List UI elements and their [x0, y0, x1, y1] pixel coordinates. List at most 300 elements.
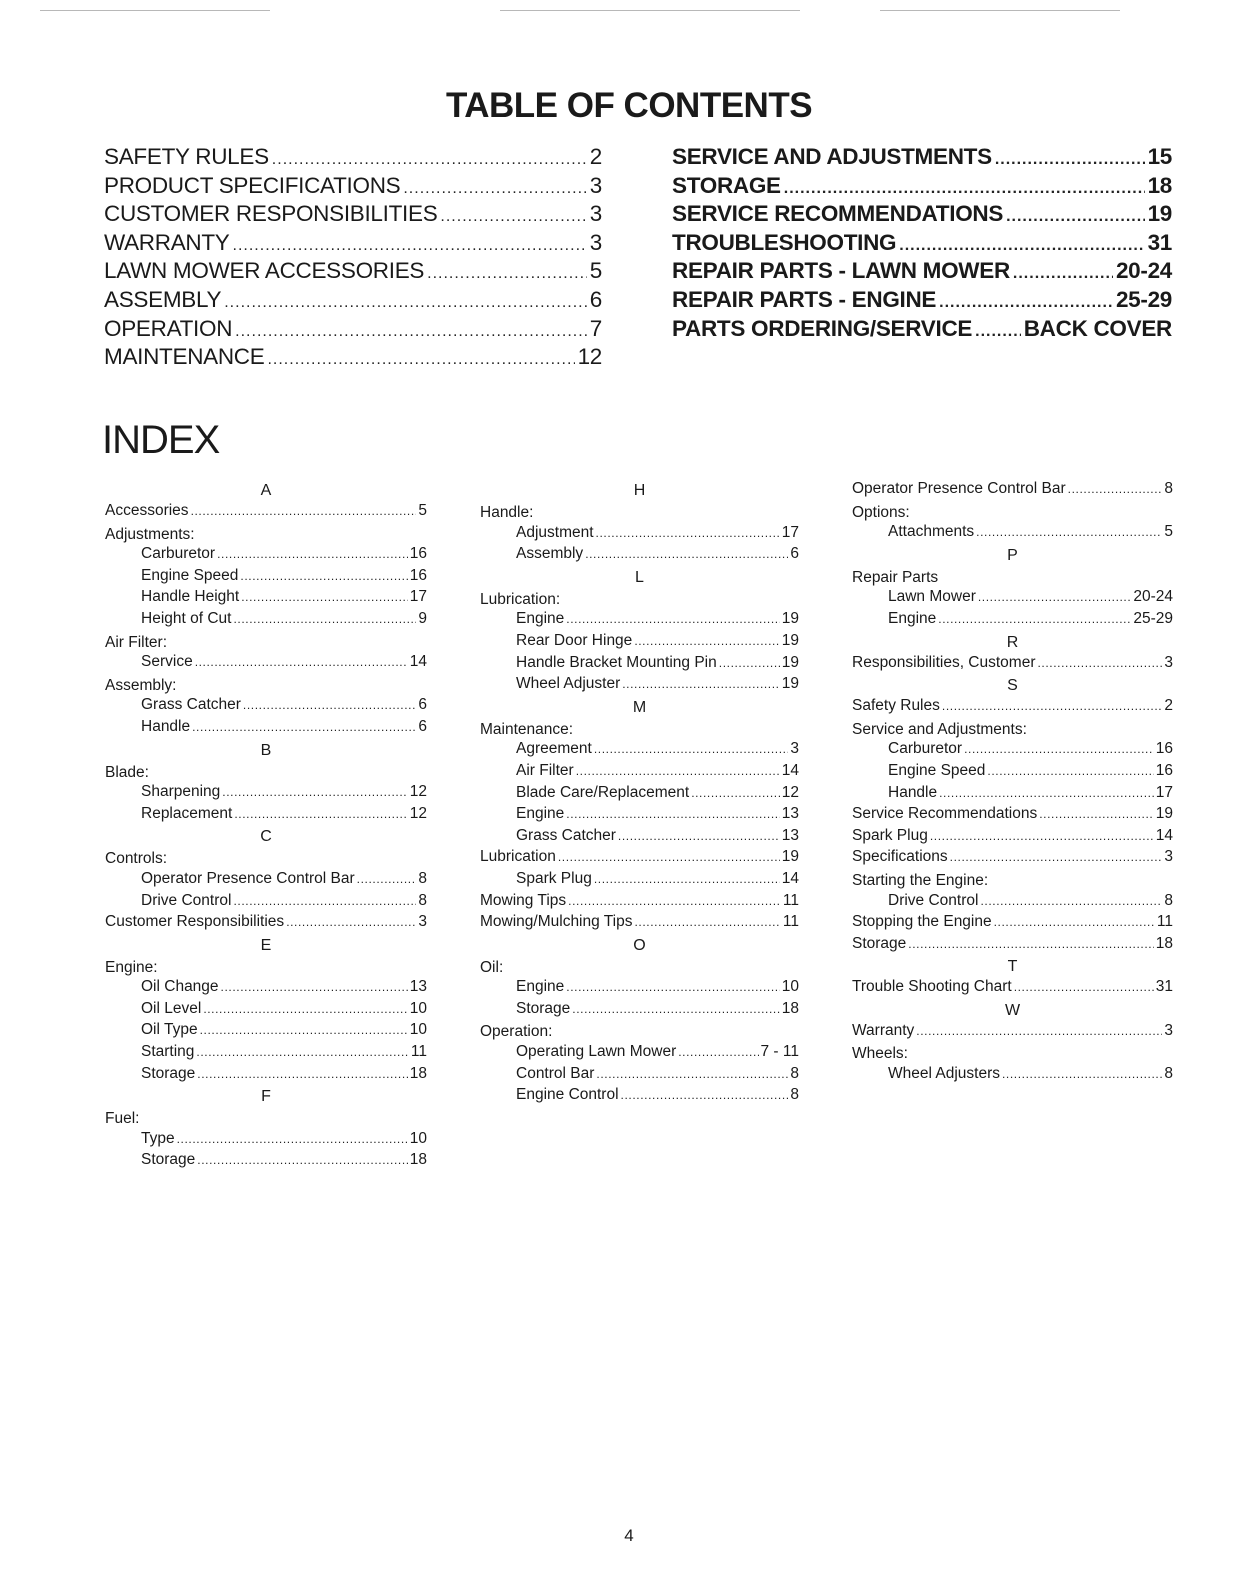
index-entry-label: Lawn Mower: [888, 588, 976, 606]
index-letter-heading: M: [632, 698, 647, 716]
index-group-heading: Oil:: [480, 958, 504, 976]
leader-dots: [930, 829, 1154, 843]
toc-entry-page: 3: [589, 229, 602, 255]
toc-entry-page: 12: [577, 344, 602, 370]
leader-dots: [357, 872, 417, 886]
index-entry-page: 8: [418, 869, 427, 887]
index-letter-heading: B: [260, 741, 272, 759]
index-entry-label: Engine: [516, 610, 565, 628]
index-entry-page: 19: [781, 631, 799, 649]
index-entry-page: 31: [1155, 978, 1173, 996]
leader-dots: [222, 785, 407, 799]
leader-dots: [234, 807, 407, 821]
index-entry-page: 16: [409, 566, 427, 584]
index-entry-page: 14: [409, 653, 427, 671]
index-entry-label: Rear Door Hinge: [516, 631, 633, 649]
index-entry: [852, 610, 1173, 632]
index-group-heading: Adjustments:: [105, 525, 195, 543]
index-entry: [480, 848, 799, 870]
toc-entry: [672, 316, 1172, 345]
toc-entry-page: 18: [1147, 172, 1172, 198]
index-entry-label: Carburetor: [888, 740, 963, 758]
index-entry: [852, 762, 1173, 784]
index-entry: [852, 805, 1173, 827]
toc-entry: [104, 258, 602, 287]
toc-entry-label: SAFETY RULES: [104, 144, 269, 169]
index-entry-label: Agreement: [516, 740, 592, 758]
index-entry: [105, 892, 427, 914]
index-entry-page: 17: [781, 523, 799, 541]
leader-dots: [994, 915, 1155, 929]
scan-artifact: [500, 10, 800, 11]
toc-entry-page: BACK COVER: [1023, 315, 1172, 341]
index-entry: [105, 805, 427, 827]
index-entry-page: 18: [409, 1064, 427, 1082]
index-entry-label: Engine: [516, 978, 565, 996]
index-entry-page: 8: [1164, 480, 1173, 497]
leader-dots: [939, 294, 1113, 312]
index-entry-page: 8: [1164, 1065, 1173, 1083]
leader-dots: [908, 937, 1153, 951]
leader-dots: [233, 237, 587, 255]
index-entry: [852, 480, 1173, 502]
index-entry: [105, 696, 427, 718]
index-entry-label: Spark Plug: [516, 869, 592, 887]
index-entry: [852, 913, 1173, 935]
index-entry-label: Handle: [141, 717, 191, 735]
index-entry: [480, 762, 799, 784]
index-entry: [852, 935, 1173, 957]
leader-dots: [197, 1153, 407, 1167]
index-entry-page: 9: [418, 609, 427, 627]
toc-left-column: [104, 144, 602, 373]
index-entry-page: 12: [781, 783, 799, 801]
toc-entry: [104, 144, 602, 173]
index-entry-page: 8: [418, 891, 427, 909]
toc-entry: [104, 230, 602, 259]
leader-dots: [572, 1002, 779, 1016]
leader-dots: [427, 265, 587, 283]
leader-dots: [1068, 482, 1163, 496]
toc-entry-page: 15: [1147, 144, 1172, 169]
leader-dots: [585, 547, 788, 561]
leader-dots: [784, 180, 1145, 198]
index-entry: [480, 827, 799, 849]
index-entry: [105, 783, 427, 805]
index-entry-label: Accessories: [105, 502, 189, 519]
index-entry-page: 19: [1155, 805, 1173, 823]
index-entry: [480, 740, 799, 762]
index-letter-heading: C: [260, 828, 272, 846]
index-entry-page: 3: [418, 913, 427, 931]
index-entry-label: Storage: [141, 1064, 196, 1082]
index-entry-label: Grass Catcher: [516, 826, 616, 844]
index-column-1: [105, 480, 427, 1173]
toc-entry-label: REPAIR PARTS - LAWN MOWER: [672, 258, 1010, 284]
leader-dots: [558, 850, 780, 864]
leader-dots: [196, 1045, 408, 1059]
index-entry-page: 11: [782, 913, 799, 931]
index-entry-page: 14: [781, 869, 799, 887]
index-entry: [480, 805, 799, 827]
index-entry: [480, 784, 799, 806]
leader-dots: [203, 1002, 407, 1016]
index-entry-label: Warranty: [852, 1021, 915, 1039]
toc-entry: [104, 201, 602, 230]
index-group-heading: Assembly:: [105, 676, 177, 694]
index-entry: [852, 1065, 1173, 1087]
index-entry-label: Service: [141, 653, 193, 671]
index-group-heading: Options:: [852, 503, 910, 521]
leader-dots: [243, 698, 416, 712]
leader-dots: [192, 720, 416, 734]
index-entry: [105, 653, 427, 675]
index-entry-label: Spark Plug: [852, 826, 928, 844]
index-entry-label: Stopping the Engine: [852, 913, 992, 931]
toc-entry-page: 20-24: [1115, 258, 1172, 284]
index-entry: [480, 654, 799, 676]
index-entry-page: 16: [409, 545, 427, 563]
toc-entry-page: 7: [589, 315, 602, 341]
index-letter-heading: O: [633, 936, 646, 954]
index-column-3: [852, 480, 1173, 1087]
index-entry: [480, 545, 799, 567]
index-entry: [852, 848, 1173, 870]
index-entry-page: 18: [409, 1151, 427, 1169]
index-letter-heading: S: [1007, 677, 1018, 695]
index-entry-label: Engine Control: [516, 1086, 619, 1104]
index-entry-page: 2: [1164, 697, 1173, 715]
index-letter-heading: F: [261, 1088, 271, 1106]
index-entry: [852, 784, 1173, 806]
index-entry-label: Responsibilities, Customer: [852, 653, 1036, 671]
toc-entry: [672, 230, 1172, 259]
index-entry-page: 7 - 11: [760, 1043, 799, 1061]
index-entry-label: Grass Catcher: [141, 696, 241, 714]
index-group-heading: Maintenance:: [480, 720, 574, 738]
index-entry-label: Safety Rules: [852, 697, 940, 715]
index-entry-label: Service Recommendations: [852, 805, 1038, 823]
index-entry-page: 17: [1155, 783, 1173, 801]
index-entry: [852, 1022, 1173, 1044]
index-entry: [105, 913, 427, 935]
index-entry: [480, 1086, 799, 1108]
index-entry-label: Handle Height: [141, 588, 240, 606]
index-entry-page: 20-24: [1133, 588, 1173, 606]
toc-entry-label: MAINTENANCE: [104, 344, 265, 370]
index-entry: [480, 675, 799, 697]
index-entry: [105, 1065, 427, 1087]
index-entry: [105, 588, 427, 610]
index-entry: [480, 1043, 799, 1065]
index-entry-page: 8: [790, 1086, 799, 1104]
index-entry-label: Handle: [888, 783, 938, 801]
leader-dots: [719, 656, 780, 670]
page-number: 4: [624, 1526, 634, 1545]
index-group-heading: Air Filter:: [105, 633, 167, 651]
index-entry-label: Drive Control: [141, 891, 232, 909]
index-entry-page: 18: [781, 999, 799, 1017]
index-entry-label: Mowing Tips: [480, 891, 567, 909]
index-entry-page: 8: [790, 1064, 799, 1082]
toc-entry-label: TROUBLESHOOTING: [672, 229, 897, 255]
index-entry-label: Sharpening: [141, 783, 221, 801]
toc-entry-page: 2: [589, 144, 602, 169]
index-entry-label: Wheel Adjusters: [888, 1065, 1000, 1083]
leader-dots: [241, 590, 408, 604]
index-entry-label: Air Filter: [516, 761, 574, 779]
leader-dots: [1038, 656, 1163, 670]
leader-dots: [566, 612, 779, 626]
index-entry-label: Carburetor: [141, 545, 216, 563]
index-column-2: [480, 480, 799, 1108]
index-entry-page: 5: [1164, 523, 1173, 541]
index-entry: [480, 632, 799, 654]
index-entry-label: Operator Presence Control Bar: [852, 480, 1066, 497]
index-letter-heading: L: [635, 568, 644, 586]
index-entry: [105, 978, 427, 1000]
index-entry-label: Engine: [888, 609, 937, 627]
index-entry-page: 12: [409, 783, 427, 801]
index-entry-page: 10: [781, 978, 799, 996]
leader-dots: [691, 786, 780, 800]
leader-dots: [267, 351, 574, 369]
leader-dots: [596, 1067, 788, 1081]
toc-entry: [104, 316, 602, 345]
index-entry-page: 16: [1155, 761, 1173, 779]
index-entry-page: 16: [1155, 740, 1173, 758]
index-entry-page: 25-29: [1133, 609, 1173, 627]
index-entry: [852, 892, 1173, 914]
toc-entry-label: PARTS ORDERING/SERVICE: [672, 315, 973, 341]
toc-right-column: [672, 144, 1172, 344]
leader-dots: [217, 547, 408, 561]
index-entry-label: Specifications: [852, 848, 948, 866]
leader-dots: [197, 1067, 407, 1081]
index-entry-page: 19: [781, 848, 799, 866]
toc-entry: [672, 287, 1172, 316]
index-entry-label: Drive Control: [888, 891, 979, 909]
leader-dots: [1013, 265, 1113, 283]
index-entry-label: Adjustment: [516, 523, 594, 541]
index-entry-page: 13: [781, 805, 799, 823]
index-entry: [852, 827, 1173, 849]
scan-artifact: [40, 10, 270, 11]
leader-dots: [621, 1088, 789, 1102]
index-letter-heading: E: [260, 936, 272, 954]
index-entry-label: Height of Cut: [141, 609, 232, 627]
index-entry: [852, 697, 1173, 719]
leader-dots: [1006, 208, 1145, 226]
index-entry-page: 19: [781, 610, 799, 628]
toc-entry-page: 19: [1147, 201, 1172, 227]
leader-dots: [942, 699, 1162, 713]
index-group-heading: Fuel:: [105, 1110, 140, 1128]
index-entry-page: 3: [790, 740, 799, 758]
toc-entry-label: SERVICE AND ADJUSTMENTS: [672, 144, 992, 169]
leader-dots: [978, 590, 1131, 604]
index-entry-label: Oil Level: [141, 999, 202, 1017]
index-entry: [105, 1021, 427, 1043]
index-entry: [105, 610, 427, 632]
index-entry-label: Engine Speed: [141, 566, 239, 584]
index-entry: [105, 870, 427, 892]
leader-dots: [1039, 807, 1154, 821]
index-entry-page: 19: [781, 653, 799, 671]
index-entry-label: Engine: [516, 805, 565, 823]
leader-dots: [678, 1045, 758, 1059]
index-entry-page: 18: [1155, 934, 1173, 952]
leader-dots: [987, 764, 1153, 778]
toc-entry-label: REPAIR PARTS - ENGINE: [672, 286, 937, 312]
index-entry-page: 14: [1155, 826, 1173, 844]
index-group-heading: Service and Adjustments:: [852, 720, 1027, 738]
index-group-heading: Repair Parts: [852, 568, 939, 586]
index-entry-label: Oil Change: [141, 978, 219, 996]
index-entry-label: Operator Presence Control Bar: [141, 869, 355, 887]
index-entry: [852, 740, 1173, 762]
index-entry: [480, 1000, 799, 1022]
index-entry: [852, 654, 1173, 676]
leader-dots: [191, 504, 417, 518]
index-letter-heading: R: [1006, 633, 1019, 651]
index-entry: [480, 870, 799, 892]
leader-dots: [596, 526, 780, 540]
index-entry: [852, 523, 1173, 545]
index-entry-label: Operating Lawn Mower: [516, 1043, 677, 1061]
leader-dots: [224, 294, 587, 312]
leader-dots: [938, 612, 1131, 626]
toc-entry: [672, 201, 1172, 230]
scan-artifact: [880, 10, 1120, 11]
leader-dots: [594, 742, 789, 756]
index-entry-page: 3: [1164, 848, 1173, 866]
index-letter-heading: P: [1007, 546, 1018, 564]
index-entry-label: Storage: [141, 1151, 196, 1169]
index-entry-label: Blade Care/Replacement: [516, 783, 690, 801]
leader-dots: [916, 1024, 1162, 1038]
index-entry: [105, 1151, 427, 1173]
index-entry-page: 13: [781, 826, 799, 844]
index-entry-label: Oil Type: [141, 1021, 198, 1039]
index-entry-page: 10: [409, 1021, 427, 1039]
index-entry: [105, 502, 427, 524]
toc-entry-page: 3: [589, 201, 602, 227]
index-entry-page: 17: [409, 588, 427, 606]
leader-dots: [622, 677, 780, 691]
index-entry-label: Trouble Shooting Chart: [852, 978, 1012, 996]
leader-dots: [177, 1132, 408, 1146]
index-entry-label: Type: [141, 1129, 175, 1147]
index-entry-page: 6: [418, 696, 427, 714]
index-entry-page: 13: [409, 978, 427, 996]
leader-dots: [566, 980, 779, 994]
leader-dots: [235, 323, 587, 341]
toc-entry-label: PRODUCT SPECIFICATIONS: [104, 172, 401, 198]
index-group-heading: Controls:: [105, 850, 168, 868]
index-entry: [105, 718, 427, 740]
toc-entry-page: 3: [589, 172, 602, 198]
index-entry-page: 12: [409, 804, 427, 822]
leader-dots: [272, 151, 587, 169]
index-entry: [480, 892, 799, 914]
index-entry-page: 10: [409, 1129, 427, 1147]
index-entry-label: Handle Bracket Mounting Pin: [516, 653, 717, 671]
index-entry-page: 11: [410, 1043, 427, 1061]
index-entry-label: Mowing/Mulching Tips: [480, 913, 633, 931]
index-entry-page: 11: [782, 891, 799, 909]
index-entry-page: 6: [790, 545, 799, 563]
toc-title: TABLE OF CONTENTS: [445, 86, 813, 125]
toc-entry-label: WARRANTY: [104, 229, 230, 255]
index-entry-label: Control Bar: [516, 1064, 595, 1082]
leader-dots: [995, 151, 1145, 169]
index-entry: [852, 588, 1173, 610]
index-entry: [480, 913, 799, 935]
leader-dots: [240, 569, 407, 583]
index-entry-label: Lubrication: [480, 848, 556, 866]
index-entry-label: Storage: [852, 934, 907, 952]
leader-dots: [976, 525, 1162, 539]
leader-dots: [566, 807, 779, 821]
index-entry-page: 5: [418, 502, 427, 519]
toc-entry-page: 25-29: [1115, 286, 1172, 312]
toc-entry-page: 6: [589, 286, 602, 312]
index-entry-page: 8: [1164, 891, 1173, 909]
index-entry: [480, 1065, 799, 1087]
toc-entry-label: ASSEMBLY: [104, 286, 222, 312]
toc-entry-page: 31: [1147, 229, 1172, 255]
index-letter-heading: A: [260, 482, 272, 499]
index-group-heading: Starting the Engine:: [852, 871, 989, 889]
toc-entry-label: LAWN MOWER ACCESSORIES: [104, 258, 425, 284]
leader-dots: [594, 872, 780, 886]
leader-dots: [975, 323, 1021, 341]
leader-dots: [403, 180, 586, 198]
leader-dots: [618, 829, 780, 843]
index-entry: [480, 610, 799, 632]
index-entry-label: Engine Speed: [888, 761, 986, 779]
toc-entry: [672, 144, 1172, 173]
index-group-heading: Blade:: [105, 763, 149, 781]
index-entry: [105, 1000, 427, 1022]
toc-entry-label: SERVICE RECOMMENDATIONS: [672, 201, 1004, 227]
leader-dots: [980, 894, 1162, 908]
index-entry-page: 10: [409, 999, 427, 1017]
leader-dots: [1002, 1067, 1162, 1081]
index-entry: [105, 1043, 427, 1065]
toc-entry: [672, 258, 1172, 287]
leader-dots: [964, 742, 1154, 756]
leader-dots: [440, 208, 586, 226]
index-entry-page: 3: [1164, 653, 1173, 671]
leader-dots: [939, 786, 1154, 800]
index-entry-page: 19: [781, 675, 799, 693]
index-entry-page: 11: [1156, 913, 1173, 931]
toc-entry-label: STORAGE: [672, 172, 781, 198]
toc-entry-label: CUSTOMER RESPONSIBILITIES: [104, 201, 438, 227]
index-entry-label: Storage: [516, 999, 571, 1017]
leader-dots: [634, 634, 779, 648]
toc-entry-page: 5: [589, 258, 602, 284]
leader-dots: [233, 612, 416, 626]
index-entry-label: Starting: [141, 1043, 195, 1061]
leader-dots: [195, 655, 408, 669]
index-group-heading: Operation:: [480, 1023, 553, 1041]
toc-entry: [104, 287, 602, 316]
index-entry-page: 6: [418, 717, 427, 735]
toc-entry: [104, 344, 602, 373]
